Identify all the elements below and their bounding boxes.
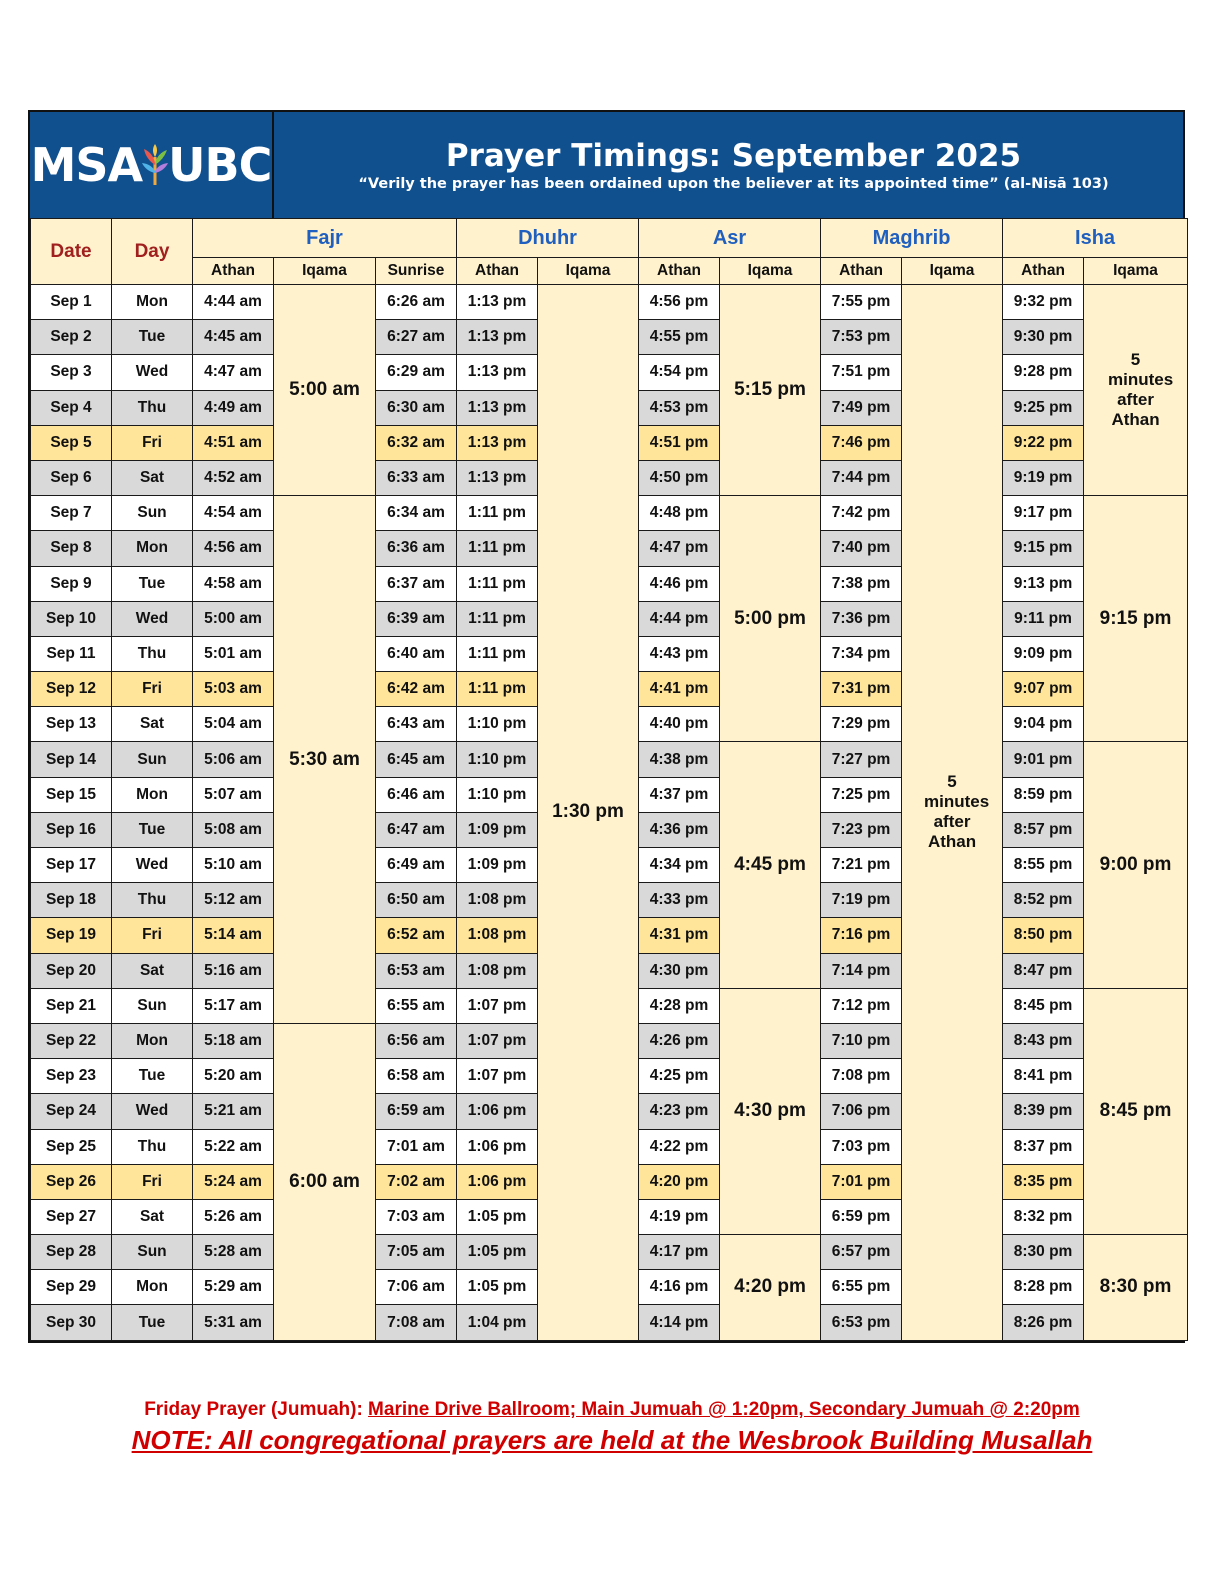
asr-athan-cell: 4:30 pm [639,953,720,988]
date-cell: Sep 24 [31,1094,112,1129]
dhuhr-athan-cell: 1:10 pm [457,742,538,777]
day-cell: Sat [112,707,193,742]
isha-athan-cell: 9:13 pm [1003,566,1084,601]
jumuah-info [0,1399,1224,1421]
day-cell: Thu [112,883,193,918]
maghrib-athan-cell: 7:06 pm [821,1094,902,1129]
isha-iqama-cell: 9:00 pm [1084,742,1188,988]
day-cell: Tue [112,1059,193,1094]
maghrib-athan-cell: 7:40 pm [821,531,902,566]
jumuah-label: Friday Prayer (Jumuah): [144,1399,369,1420]
isha-iqama-cell: 8:30 pm [1084,1235,1188,1341]
maghrib-athan-cell: 7:25 pm [821,777,902,812]
subheader-isha-iqama: Iqama [1084,258,1188,285]
fajr-athan-cell: 4:52 am [193,460,274,495]
maghrib-athan-cell: 7:49 pm [821,390,902,425]
dhuhr-athan-cell: 1:13 pm [457,285,538,320]
maghrib-athan-cell: 7:19 pm [821,883,902,918]
fajr-athan-cell: 5:00 am [193,601,274,636]
sunrise-cell: 6:42 am [376,672,457,707]
sunrise-cell: 6:37 am [376,566,457,601]
fajr-athan-cell: 5:20 am [193,1059,274,1094]
dhuhr-athan-cell: 1:10 pm [457,777,538,812]
sunrise-cell: 6:52 am [376,918,457,953]
leaf-emblem-icon [140,143,170,187]
date-cell: Sep 15 [31,777,112,812]
asr-athan-cell: 4:14 pm [639,1305,720,1340]
fajr-athan-cell: 4:51 am [193,425,274,460]
maghrib-athan-cell: 7:12 pm [821,988,902,1023]
column-header-date: Date [31,219,112,285]
asr-athan-cell: 4:48 pm [639,496,720,531]
maghrib-athan-cell: 7:29 pm [821,707,902,742]
subheader-fajr-iqama: Iqama [274,258,376,285]
day-cell: Mon [112,1270,193,1305]
isha-athan-cell: 8:26 pm [1003,1305,1084,1340]
sunrise-cell: 6:33 am [376,460,457,495]
column-header-fajr: Fajr [193,219,457,258]
isha-athan-cell: 9:30 pm [1003,320,1084,355]
sunrise-cell: 7:02 am [376,1164,457,1199]
sunrise-cell: 6:26 am [376,285,457,320]
day-cell: Tue [112,812,193,847]
maghrib-athan-cell: 7:38 pm [821,566,902,601]
asr-athan-cell: 4:41 pm [639,672,720,707]
isha-athan-cell: 8:39 pm [1003,1094,1084,1129]
day-cell: Sun [112,988,193,1023]
dhuhr-athan-cell: 1:13 pm [457,320,538,355]
dhuhr-iqama-cell: 1:30 pm [538,285,639,1341]
maghrib-athan-cell: 7:10 pm [821,1023,902,1058]
page-subtitle: “Verily the prayer has been ordained upon the believer at its appointed time” (al-Nisā 103) [358,175,1109,192]
isha-athan-cell: 9:07 pm [1003,672,1084,707]
day-cell: Sat [112,1199,193,1234]
date-cell: Sep 5 [31,425,112,460]
day-cell: Wed [112,601,193,636]
asr-athan-cell: 4:53 pm [639,390,720,425]
dhuhr-athan-cell: 1:13 pm [457,460,538,495]
sunrise-cell: 6:55 am [376,988,457,1023]
subheader-maghrib-iqama: Iqama [902,258,1003,285]
maghrib-athan-cell: 7:14 pm [821,953,902,988]
logo-text-ubc: UBC [168,138,272,192]
fajr-athan-cell: 5:24 am [193,1164,274,1199]
timetable [30,218,1188,1341]
isha-iqama-cell: 5 minutes after Athan [1084,285,1188,496]
isha-athan-cell: 8:35 pm [1003,1164,1084,1199]
maghrib-athan-cell: 7:03 pm [821,1129,902,1164]
dhuhr-athan-cell: 1:09 pm [457,812,538,847]
fajr-athan-cell: 5:01 am [193,636,274,671]
column-header-day: Day [112,219,193,285]
maghrib-athan-cell: 6:59 pm [821,1199,902,1234]
maghrib-athan-cell: 6:53 pm [821,1305,902,1340]
date-cell: Sep 21 [31,988,112,1023]
page-title: Prayer Timings: September 2025 [445,137,1022,174]
fajr-athan-cell: 5:08 am [193,812,274,847]
maghrib-athan-cell: 7:21 pm [821,848,902,883]
fajr-athan-cell: 4:45 am [193,320,274,355]
isha-athan-cell: 9:04 pm [1003,707,1084,742]
isha-athan-cell: 9:32 pm [1003,285,1084,320]
fajr-athan-cell: 5:21 am [193,1094,274,1129]
asr-athan-cell: 4:16 pm [639,1270,720,1305]
asr-athan-cell: 4:19 pm [639,1199,720,1234]
sunrise-cell: 6:43 am [376,707,457,742]
maghrib-athan-cell: 7:01 pm [821,1164,902,1199]
fajr-athan-cell: 5:06 am [193,742,274,777]
day-cell: Wed [112,355,193,390]
isha-athan-cell: 8:37 pm [1003,1129,1084,1164]
column-header-maghrib: Maghrib [821,219,1003,258]
sunrise-cell: 7:05 am [376,1235,457,1270]
day-cell: Fri [112,425,193,460]
jumuah-details: Marine Drive Ballroom; Main Jumuah @ 1:20pm, Secondary Jumuah @ 2:20pm [368,1399,1080,1420]
day-cell: Tue [112,566,193,601]
isha-athan-cell: 8:32 pm [1003,1199,1084,1234]
isha-athan-cell: 8:59 pm [1003,777,1084,812]
isha-athan-cell: 9:01 pm [1003,742,1084,777]
isha-athan-cell: 9:19 pm [1003,460,1084,495]
date-cell: Sep 1 [31,285,112,320]
isha-athan-cell: 8:50 pm [1003,918,1084,953]
fajr-athan-cell: 5:28 am [193,1235,274,1270]
maghrib-athan-cell: 7:36 pm [821,601,902,636]
isha-athan-cell: 8:41 pm [1003,1059,1084,1094]
table-row [31,285,1188,320]
column-header-dhuhr: Dhuhr [457,219,639,258]
maghrib-athan-cell: 7:16 pm [821,918,902,953]
fajr-athan-cell: 4:54 am [193,496,274,531]
fajr-athan-cell: 5:26 am [193,1199,274,1234]
timetable-body [31,285,1188,1341]
day-cell: Wed [112,848,193,883]
asr-athan-cell: 4:20 pm [639,1164,720,1199]
subheader-fajr-athan: Athan [193,258,274,285]
maghrib-athan-cell: 7:08 pm [821,1059,902,1094]
isha-athan-cell: 9:25 pm [1003,390,1084,425]
sunrise-cell: 6:40 am [376,636,457,671]
day-cell: Thu [112,636,193,671]
date-cell: Sep 19 [31,918,112,953]
date-cell: Sep 20 [31,953,112,988]
date-cell: Sep 3 [31,355,112,390]
prayer-timetable [28,110,1185,1343]
date-cell: Sep 29 [31,1270,112,1305]
date-cell: Sep 26 [31,1164,112,1199]
day-cell: Wed [112,1094,193,1129]
fajr-athan-cell: 5:29 am [193,1270,274,1305]
subheader-sunrise: Sunrise [376,258,457,285]
asr-athan-cell: 4:31 pm [639,918,720,953]
fajr-iqama-cell: 5:00 am [274,285,376,496]
column-header-asr: Asr [639,219,821,258]
dhuhr-athan-cell: 1:06 pm [457,1094,538,1129]
maghrib-athan-cell: 7:51 pm [821,355,902,390]
isha-athan-cell: 8:55 pm [1003,848,1084,883]
sunrise-cell: 6:59 am [376,1094,457,1129]
isha-athan-cell: 8:43 pm [1003,1023,1084,1058]
asr-athan-cell: 4:28 pm [639,988,720,1023]
sunrise-cell: 6:29 am [376,355,457,390]
date-cell: Sep 25 [31,1129,112,1164]
asr-iqama-cell: 5:15 pm [720,285,821,496]
subheader-dhuhr-iqama: Iqama [538,258,639,285]
day-cell: Sun [112,742,193,777]
isha-iqama-cell: 8:45 pm [1084,988,1188,1234]
header-banner [28,110,1185,218]
asr-athan-cell: 4:33 pm [639,883,720,918]
fajr-athan-cell: 5:18 am [193,1023,274,1058]
date-cell: Sep 4 [31,390,112,425]
day-cell: Fri [112,918,193,953]
dhuhr-athan-cell: 1:07 pm [457,988,538,1023]
dhuhr-athan-cell: 1:05 pm [457,1270,538,1305]
asr-athan-cell: 4:56 pm [639,285,720,320]
maghrib-athan-cell: 7:55 pm [821,285,902,320]
subheader-isha-athan: Athan [1003,258,1084,285]
isha-athan-cell: 8:30 pm [1003,1235,1084,1270]
fajr-athan-cell: 5:17 am [193,988,274,1023]
subheader-maghrib-athan: Athan [821,258,902,285]
isha-athan-cell: 9:09 pm [1003,636,1084,671]
date-cell: Sep 11 [31,636,112,671]
sunrise-cell: 6:50 am [376,883,457,918]
sunrise-cell: 6:56 am [376,1023,457,1058]
sunrise-cell: 6:36 am [376,531,457,566]
fajr-athan-cell: 4:58 am [193,566,274,601]
fajr-athan-cell: 4:47 am [193,355,274,390]
isha-athan-cell: 9:22 pm [1003,425,1084,460]
dhuhr-athan-cell: 1:05 pm [457,1199,538,1234]
date-cell: Sep 14 [31,742,112,777]
dhuhr-athan-cell: 1:07 pm [457,1023,538,1058]
day-cell: Fri [112,672,193,707]
dhuhr-athan-cell: 1:08 pm [457,953,538,988]
dhuhr-athan-cell: 1:13 pm [457,355,538,390]
day-cell: Sun [112,1235,193,1270]
maghrib-athan-cell: 7:34 pm [821,636,902,671]
asr-athan-cell: 4:55 pm [639,320,720,355]
logo [30,112,274,218]
sunrise-cell: 6:39 am [376,601,457,636]
maghrib-athan-cell: 6:57 pm [821,1235,902,1270]
dhuhr-athan-cell: 1:07 pm [457,1059,538,1094]
fajr-athan-cell: 5:31 am [193,1305,274,1340]
date-cell: Sep 12 [31,672,112,707]
dhuhr-athan-cell: 1:11 pm [457,566,538,601]
asr-iqama-cell: 4:30 pm [720,988,821,1234]
dhuhr-athan-cell: 1:13 pm [457,425,538,460]
day-cell: Mon [112,777,193,812]
sunrise-cell: 6:58 am [376,1059,457,1094]
asr-athan-cell: 4:40 pm [639,707,720,742]
sunrise-cell: 7:08 am [376,1305,457,1340]
dhuhr-athan-cell: 1:08 pm [457,883,538,918]
day-cell: Tue [112,1305,193,1340]
isha-athan-cell: 8:28 pm [1003,1270,1084,1305]
column-header-isha: Isha [1003,219,1188,258]
date-cell: Sep 10 [31,601,112,636]
asr-athan-cell: 4:50 pm [639,460,720,495]
dhuhr-athan-cell: 1:04 pm [457,1305,538,1340]
date-cell: Sep 8 [31,531,112,566]
fajr-athan-cell: 4:44 am [193,285,274,320]
maghrib-athan-cell: 6:55 pm [821,1270,902,1305]
dhuhr-athan-cell: 1:13 pm [457,390,538,425]
sunrise-cell: 6:49 am [376,848,457,883]
fajr-athan-cell: 5:10 am [193,848,274,883]
day-cell: Sun [112,496,193,531]
dhuhr-athan-cell: 1:06 pm [457,1164,538,1199]
asr-athan-cell: 4:25 pm [639,1059,720,1094]
dhuhr-athan-cell: 1:08 pm [457,918,538,953]
isha-athan-cell: 9:17 pm [1003,496,1084,531]
day-cell: Thu [112,1129,193,1164]
dhuhr-athan-cell: 1:06 pm [457,1129,538,1164]
isha-athan-cell: 8:47 pm [1003,953,1084,988]
sunrise-cell: 6:47 am [376,812,457,847]
asr-athan-cell: 4:51 pm [639,425,720,460]
fajr-iqama-cell: 6:00 am [274,1023,376,1340]
asr-athan-cell: 4:34 pm [639,848,720,883]
maghrib-iqama-cell: 5 minutes after Athan [902,285,1003,1341]
dhuhr-athan-cell: 1:09 pm [457,848,538,883]
asr-athan-cell: 4:54 pm [639,355,720,390]
fajr-iqama-cell: 5:30 am [274,496,376,1024]
sunrise-cell: 7:06 am [376,1270,457,1305]
day-cell: Fri [112,1164,193,1199]
dhuhr-athan-cell: 1:11 pm [457,636,538,671]
date-cell: Sep 17 [31,848,112,883]
sunrise-cell: 6:32 am [376,425,457,460]
date-cell: Sep 7 [31,496,112,531]
dhuhr-athan-cell: 1:11 pm [457,531,538,566]
fajr-athan-cell: 5:07 am [193,777,274,812]
day-cell: Mon [112,1023,193,1058]
isha-athan-cell: 8:57 pm [1003,812,1084,847]
subheader-asr-iqama: Iqama [720,258,821,285]
date-cell: Sep 30 [31,1305,112,1340]
asr-iqama-cell: 5:00 pm [720,496,821,742]
day-cell: Sat [112,953,193,988]
date-cell: Sep 18 [31,883,112,918]
date-cell: Sep 28 [31,1235,112,1270]
asr-iqama-cell: 4:45 pm [720,742,821,988]
date-cell: Sep 9 [31,566,112,601]
sunrise-cell: 7:03 am [376,1199,457,1234]
isha-athan-cell: 9:11 pm [1003,601,1084,636]
maghrib-athan-cell: 7:46 pm [821,425,902,460]
asr-athan-cell: 4:46 pm [639,566,720,601]
sunrise-cell: 6:46 am [376,777,457,812]
day-cell: Mon [112,285,193,320]
fajr-athan-cell: 4:49 am [193,390,274,425]
day-cell: Tue [112,320,193,355]
subheader-asr-athan: Athan [639,258,720,285]
date-cell: Sep 16 [31,812,112,847]
maghrib-athan-cell: 7:27 pm [821,742,902,777]
logo-text-msa: MSA [30,138,143,192]
date-cell: Sep 13 [31,707,112,742]
fajr-athan-cell: 5:04 am [193,707,274,742]
fajr-athan-cell: 5:22 am [193,1129,274,1164]
fajr-athan-cell: 5:03 am [193,672,274,707]
musallah-note: NOTE: All congregational prayers are held at the Wesbrook Building Musallah [131,1425,1093,1455]
sunrise-cell: 7:01 am [376,1129,457,1164]
fajr-athan-cell: 4:56 am [193,531,274,566]
asr-iqama-cell: 4:20 pm [720,1235,821,1341]
asr-athan-cell: 4:17 pm [639,1235,720,1270]
date-cell: Sep 6 [31,460,112,495]
date-cell: Sep 22 [31,1023,112,1058]
sunrise-cell: 6:30 am [376,390,457,425]
maghrib-athan-cell: 7:44 pm [821,460,902,495]
day-cell: Sat [112,460,193,495]
asr-athan-cell: 4:22 pm [639,1129,720,1164]
subheader-dhuhr-athan: Athan [457,258,538,285]
date-cell: Sep 2 [31,320,112,355]
maghrib-athan-cell: 7:42 pm [821,496,902,531]
isha-athan-cell: 8:52 pm [1003,883,1084,918]
isha-athan-cell: 9:15 pm [1003,531,1084,566]
asr-athan-cell: 4:47 pm [639,531,720,566]
sunrise-cell: 6:34 am [376,496,457,531]
fajr-athan-cell: 5:16 am [193,953,274,988]
maghrib-athan-cell: 7:53 pm [821,320,902,355]
sunrise-cell: 6:27 am [376,320,457,355]
date-cell: Sep 23 [31,1059,112,1094]
fajr-athan-cell: 5:12 am [193,883,274,918]
dhuhr-athan-cell: 1:11 pm [457,601,538,636]
date-cell: Sep 27 [31,1199,112,1234]
asr-athan-cell: 4:23 pm [639,1094,720,1129]
asr-athan-cell: 4:38 pm [639,742,720,777]
sunrise-cell: 6:45 am [376,742,457,777]
dhuhr-athan-cell: 1:11 pm [457,672,538,707]
asr-athan-cell: 4:36 pm [639,812,720,847]
isha-athan-cell: 8:45 pm [1003,988,1084,1023]
maghrib-athan-cell: 7:31 pm [821,672,902,707]
maghrib-athan-cell: 7:23 pm [821,812,902,847]
asr-athan-cell: 4:44 pm [639,601,720,636]
fajr-athan-cell: 5:14 am [193,918,274,953]
day-cell: Mon [112,531,193,566]
dhuhr-athan-cell: 1:10 pm [457,707,538,742]
isha-iqama-cell: 9:15 pm [1084,496,1188,742]
asr-athan-cell: 4:43 pm [639,636,720,671]
isha-athan-cell: 9:28 pm [1003,355,1084,390]
day-cell: Thu [112,390,193,425]
dhuhr-athan-cell: 1:11 pm [457,496,538,531]
dhuhr-athan-cell: 1:05 pm [457,1235,538,1270]
asr-athan-cell: 4:37 pm [639,777,720,812]
sunrise-cell: 6:53 am [376,953,457,988]
asr-athan-cell: 4:26 pm [639,1023,720,1058]
